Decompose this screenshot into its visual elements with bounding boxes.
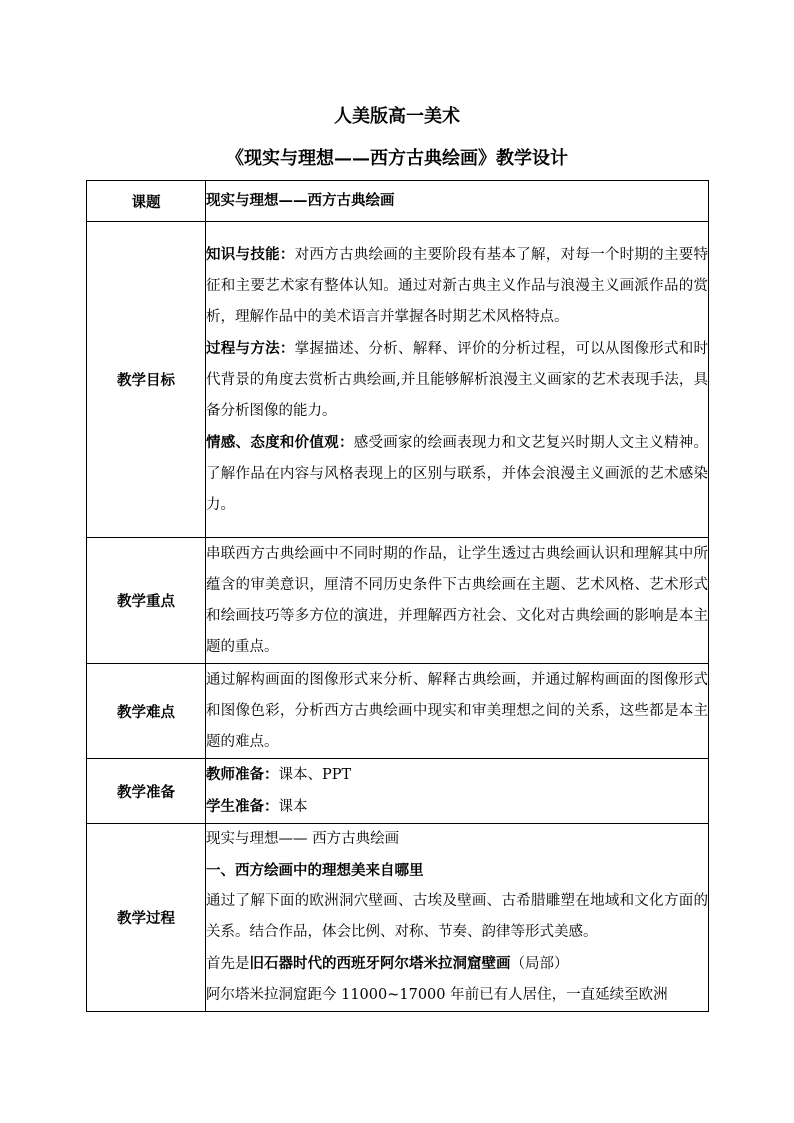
process-line-1: 现实与理想—— 西方古典绘画 (206, 831, 400, 847)
row-content-difficulties (206, 664, 709, 759)
process-paragraph-2-bold: 旧石器时代的西班牙阿尔塔米拉洞窟壁画 (249, 955, 511, 972)
document-title: 人美版高一美术 (334, 106, 460, 127)
row-label-topic: 课题 (87, 181, 206, 222)
difficulties-text: 通过解构画面的图像形式来分析、解释古典绘画，并通过解构画面的图像形式和图像色彩，分析西方古典绘画中现实和审美理想之间的关系，这些都是本主题的难点。 (206, 671, 708, 750)
document-subtitle: 《现实与理想——西方古典绘画》教学设计 (226, 148, 568, 169)
row-content-objectives (206, 222, 709, 538)
student-preparation (206, 791, 708, 823)
process-paragraph-2-prefix: 首先是 (206, 956, 250, 972)
teacher-preparation-label: 教师准备： (206, 766, 279, 783)
table-row-topic (87, 181, 709, 222)
row-label-preparation: 教学准备 (87, 759, 206, 824)
table-row-objectives (87, 222, 709, 538)
row-content-process (206, 824, 709, 1012)
student-preparation-text: 课本 (278, 799, 308, 815)
student-preparation-label: 学生准备： (206, 798, 279, 815)
objective-process-text: 掌握描述、分析、解释、评价的分析过程，可以从图像形式和时代背景的角度去赏析古典绘画,并且能够解析浪漫主义画家的艺术表现手法，具备分析图像的能力。 (206, 340, 709, 419)
row-content-preparation (206, 759, 709, 824)
row-content-key-points (206, 538, 709, 664)
row-label-key-points: 教学重点 (87, 538, 206, 664)
process-paragraph-2 (206, 948, 708, 980)
lesson-plan-table (86, 180, 709, 1012)
table-row-process (87, 824, 709, 1012)
process-paragraph-1: 通过了解下面的欧洲洞穴壁画、古埃及壁画、古希腊雕塑在地域和文化方面的关系。结合作品，体会比例、对称、节奏、韵律等形式美感。 (206, 893, 708, 940)
process-paragraph-2-suffix: （局部） (510, 956, 569, 972)
objective-knowledge-label: 知识与技能： (206, 245, 295, 263)
table-row-key-points (87, 538, 709, 664)
topic-text: 现实与理想——西方古典绘画 (206, 192, 395, 209)
row-label-objectives: 教学目标 (87, 222, 206, 538)
objective-process-label: 过程与方法： (206, 339, 295, 357)
row-label-difficulties: 教学难点 (87, 664, 206, 759)
objective-knowledge (206, 239, 708, 333)
row-content-topic (206, 181, 709, 222)
table-row-difficulties (87, 664, 709, 759)
row-label-process: 教学过程 (87, 824, 206, 1012)
objective-emotion (206, 427, 708, 521)
process-paragraph-3: 阿尔塔米拉洞窟距今 11000~17000 年前已有人居住，一直延续至欧洲 (206, 987, 668, 1003)
objective-process (206, 333, 708, 427)
key-points-text: 串联西方古典绘画中不同时期的作品，让学生透过古典绘画认识和理解其中所蕴含的审美意识，厘清不同历史条件下古典绘画在主题、艺术风格、艺术形式和绘画技巧等多方位的演进，并理解西方社会、文化对古典绘画的影响是本主题的重点。 (206, 545, 708, 655)
teacher-preparation (206, 759, 708, 791)
objective-emotion-label: 情感、态度和价值观： (206, 433, 354, 451)
objective-knowledge-text: 对西方古典绘画的主要阶段有基本了解，对每一个时期的主要特征和主要艺术家有整体认知。通过对新古典主义作品与浪漫主义画派作品的赏析，理解作品中的美术语言并掌握各时期艺术风格特点。 (206, 246, 709, 325)
process-heading-1: 一、西方绘画中的理想美来自哪里 (206, 862, 424, 879)
objective-emotion-text: 感受画家的绘画表现力和文艺复兴时期人文主义精神。了解作品在内容与风格表现上的区别与联系，并体会浪漫主义画派的艺术感染力。 (206, 434, 709, 513)
teacher-preparation-text: 课本、PPT (278, 767, 352, 783)
table-row-preparation (87, 759, 709, 824)
